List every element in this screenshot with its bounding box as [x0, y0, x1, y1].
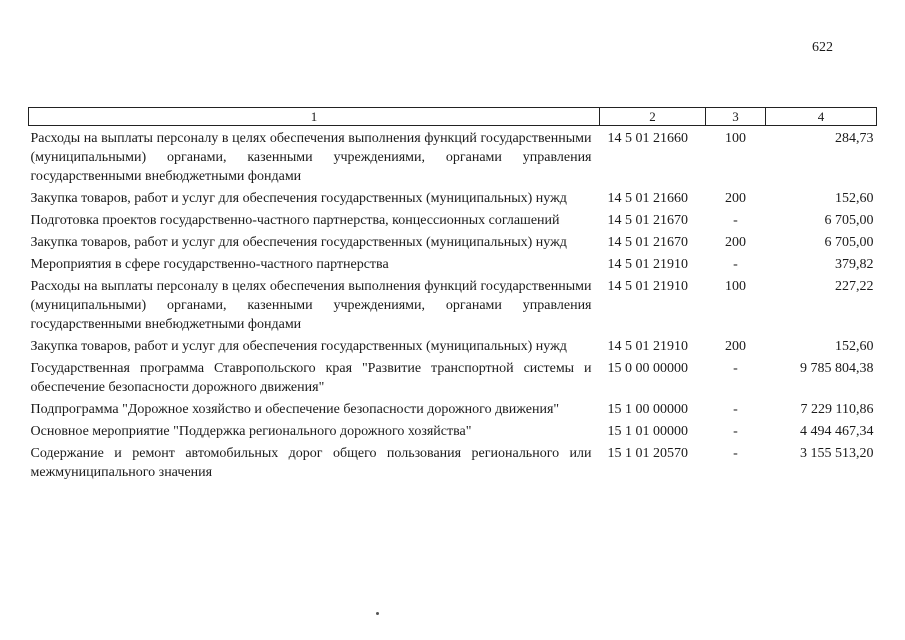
table-row [29, 337, 877, 359]
row-name: Основное мероприятие "Поддержка регионального дорожного хозяйства" [30, 424, 472, 439]
row-type: 200 [725, 339, 746, 354]
table-row [29, 255, 877, 277]
row-name: Расходы на выплаты персоналу в целях обеспечения выполнения функций государственными (муниципальными) органами, казенными учреждениями, органами управления государственными внебюджетными фондами [30, 131, 592, 184]
header-row [29, 108, 877, 126]
row-type: - [733, 257, 738, 272]
header-col-name: 1 [29, 108, 600, 126]
table-row [29, 444, 877, 485]
table-row [29, 277, 877, 337]
row-code: 14 5 01 21910 [607, 257, 688, 272]
row-code: 14 5 01 21670 [607, 213, 688, 228]
table-row [29, 233, 877, 255]
scan-speck [376, 612, 379, 615]
row-name: Закупка товаров, работ и услуг для обеспечения государственных (муниципальных) нужд [30, 191, 567, 206]
row-amount: 379,82 [835, 257, 874, 272]
row-type: - [733, 402, 738, 417]
row-code: 15 1 01 20570 [607, 446, 688, 461]
row-amount: 3 155 513,20 [800, 446, 874, 461]
budget-table [28, 107, 877, 485]
table-body [29, 126, 877, 486]
row-type: - [733, 446, 738, 461]
row-amount: 152,60 [835, 339, 874, 354]
table-row [29, 359, 877, 400]
row-code: 15 1 01 00000 [607, 424, 688, 439]
header-col-code: 2 [600, 108, 706, 126]
row-code: 14 5 01 21910 [607, 279, 688, 294]
row-type: 200 [725, 235, 746, 250]
page-number: 622 [812, 40, 833, 55]
row-name: Государственная программа Ставропольского края "Развитие транспортной системы и обеспечение безопасности дорожного движения" [30, 361, 592, 395]
row-type: 100 [725, 279, 746, 294]
row-name: Расходы на выплаты персоналу в целях обеспечения выполнения функций государственными (муниципальными) органами, казенными учреждениями, органами управления государственными внебюджетными фондами [30, 279, 592, 332]
row-type: - [733, 361, 738, 376]
table-row [29, 422, 877, 444]
table-row [29, 400, 877, 422]
table-row [29, 189, 877, 211]
row-type: - [733, 424, 738, 439]
row-code: 14 5 01 21660 [607, 191, 688, 206]
row-type: - [733, 213, 738, 228]
row-amount: 227,22 [835, 279, 874, 294]
row-type: 200 [725, 191, 746, 206]
row-amount: 9 785 804,38 [800, 361, 874, 376]
row-code: 15 1 00 00000 [607, 402, 688, 417]
row-code: 14 5 01 21660 [607, 131, 688, 146]
row-name: Содержание и ремонт автомобильных дорог общего пользования регионального или межмуниципального значения [30, 446, 592, 480]
row-name: Подготовка проектов государственно-частного партнерства, концессионных соглашений [30, 213, 560, 228]
row-amount: 284,73 [835, 131, 874, 146]
row-type: 100 [725, 131, 746, 146]
header-col-amount: 4 [766, 108, 877, 126]
row-name: Закупка товаров, работ и услуг для обеспечения государственных (муниципальных) нужд [30, 339, 567, 354]
row-amount: 152,60 [835, 191, 874, 206]
row-code: 14 5 01 21670 [607, 235, 688, 250]
row-name: Закупка товаров, работ и услуг для обеспечения государственных (муниципальных) нужд [30, 235, 567, 250]
row-amount: 7 229 110,86 [800, 402, 874, 417]
table-header [29, 108, 877, 126]
row-code: 15 0 00 00000 [607, 361, 688, 376]
row-amount: 4 494 467,34 [800, 424, 874, 439]
table-row [29, 211, 877, 233]
row-amount: 6 705,00 [824, 213, 874, 228]
header-col-type: 3 [706, 108, 766, 126]
table-row [29, 126, 877, 190]
row-amount: 6 705,00 [824, 235, 874, 250]
row-code: 14 5 01 21910 [607, 339, 688, 354]
row-name: Мероприятия в сфере государственно-частного партнерства [30, 257, 389, 272]
row-name: Подпрограмма "Дорожное хозяйство и обеспечение безопасности дорожного движения" [30, 402, 560, 417]
